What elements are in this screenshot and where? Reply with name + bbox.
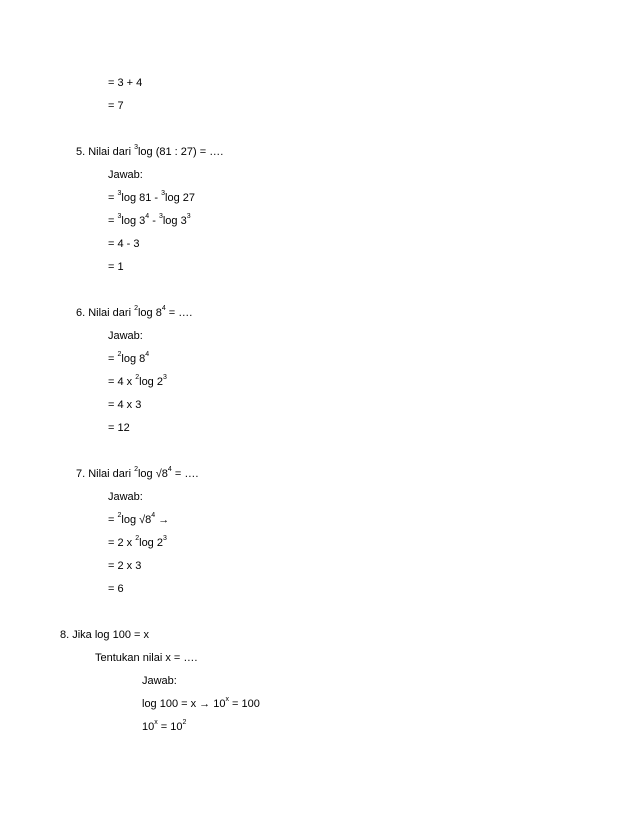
superscript: x (154, 719, 158, 727)
text-segment: log √8 (137, 468, 168, 480)
text-line-q8 (60, 628, 149, 642)
superscript: 2 (117, 512, 122, 520)
text-line-q8c (142, 697, 260, 711)
text-segment: = 7 (108, 100, 124, 112)
superscript: 3 (134, 144, 138, 152)
superscript: 4 (145, 213, 150, 221)
text-segment: = 2 x 3 (108, 560, 142, 572)
superscript: 2 (135, 535, 140, 543)
text-segment: Jawab: (108, 169, 143, 181)
text-segment: log 3 (162, 215, 187, 227)
text-segment: 10 (142, 721, 155, 733)
text-segment: = (108, 514, 118, 526)
text-line-q7 (76, 467, 198, 481)
text-segment: log 2 (139, 376, 163, 388)
text-line-q8a (95, 651, 197, 665)
superscript: 3 (158, 213, 163, 221)
text-segment: log 27 (165, 192, 196, 204)
text-segment: = 12 (108, 422, 130, 434)
text-line-q5c (108, 214, 191, 228)
text-segment: Jawab: (108, 330, 143, 342)
text-segment: = 4 - 3 (108, 238, 140, 250)
text-line-q5e (108, 260, 124, 274)
text-line-q8b (142, 674, 177, 688)
superscript: 3 (162, 535, 167, 543)
text-segment: 8. Jika log 100 = x (60, 629, 149, 641)
text-line-q5a (108, 168, 143, 182)
text-line-q6 (76, 306, 192, 320)
text-segment: = …. (171, 468, 199, 480)
text-segment: = (108, 192, 118, 204)
text-segment: log 100 = x → 10 (142, 698, 226, 710)
text-line-q6b (108, 352, 149, 366)
text-segment: log 81 - (121, 192, 162, 204)
text-segment: = 100 (228, 698, 260, 710)
text-line-q5 (76, 145, 223, 159)
text-segment: = 6 (108, 583, 124, 595)
text-segment: - (149, 215, 159, 227)
text-segment: = (108, 215, 118, 227)
text-segment: log (81 : 27) = …. (137, 146, 224, 158)
text-segment: → (155, 514, 170, 526)
text-segment: = …. (165, 307, 193, 319)
text-segment: log 8 (121, 353, 146, 365)
text-line-q6d (108, 398, 141, 412)
text-segment: = 3 + 4 (108, 77, 143, 89)
text-line-q7d (108, 559, 141, 573)
superscript: x (225, 696, 229, 704)
superscript: 2 (135, 374, 140, 382)
superscript: 4 (161, 305, 166, 313)
text-line-q6a (108, 329, 143, 343)
text-line-q7c (108, 536, 167, 550)
text-segment: = 4 x (108, 376, 136, 388)
text-line-q6e (108, 421, 130, 435)
text-line-q7a (108, 490, 143, 504)
text-line-q8d (142, 720, 186, 734)
text-segment: = 1 (108, 261, 124, 273)
superscript: 2 (134, 466, 138, 474)
text-line-l2 (108, 99, 124, 113)
text-line-l1 (108, 76, 142, 90)
superscript: 3 (186, 213, 191, 221)
superscript: 3 (161, 190, 166, 198)
text-line-q5b (108, 191, 195, 205)
text-segment: Jawab: (142, 675, 177, 687)
superscript: 4 (145, 351, 150, 359)
text-segment: 6. Nilai dari (76, 307, 135, 319)
text-segment: log √8 (121, 514, 152, 526)
text-line-q6c (108, 375, 167, 389)
superscript: 2 (134, 305, 138, 313)
text-segment: Tentukan nilai x = …. (95, 652, 198, 664)
text-segment: log 8 (137, 307, 162, 319)
superscript: 4 (151, 512, 156, 520)
text-segment: log 2 (139, 537, 163, 549)
superscript: 3 (117, 190, 122, 198)
text-segment: = 10 (157, 721, 183, 733)
superscript: 4 (167, 466, 172, 474)
text-segment: = (108, 353, 118, 365)
text-segment: = 2 x (108, 537, 136, 549)
text-segment: 7. Nilai dari (76, 468, 135, 480)
text-segment: 5. Nilai dari (76, 146, 135, 158)
superscript: 2 (117, 351, 122, 359)
superscript: 3 (117, 213, 122, 221)
text-line-q7b (108, 513, 169, 527)
superscript: 3 (162, 374, 167, 382)
text-line-q5d (108, 237, 140, 251)
text-segment: = 4 x 3 (108, 399, 142, 411)
text-segment: Jawab: (108, 491, 143, 503)
text-segment: log 3 (121, 215, 146, 227)
text-line-q7e (108, 582, 124, 596)
superscript: 2 (182, 719, 187, 727)
